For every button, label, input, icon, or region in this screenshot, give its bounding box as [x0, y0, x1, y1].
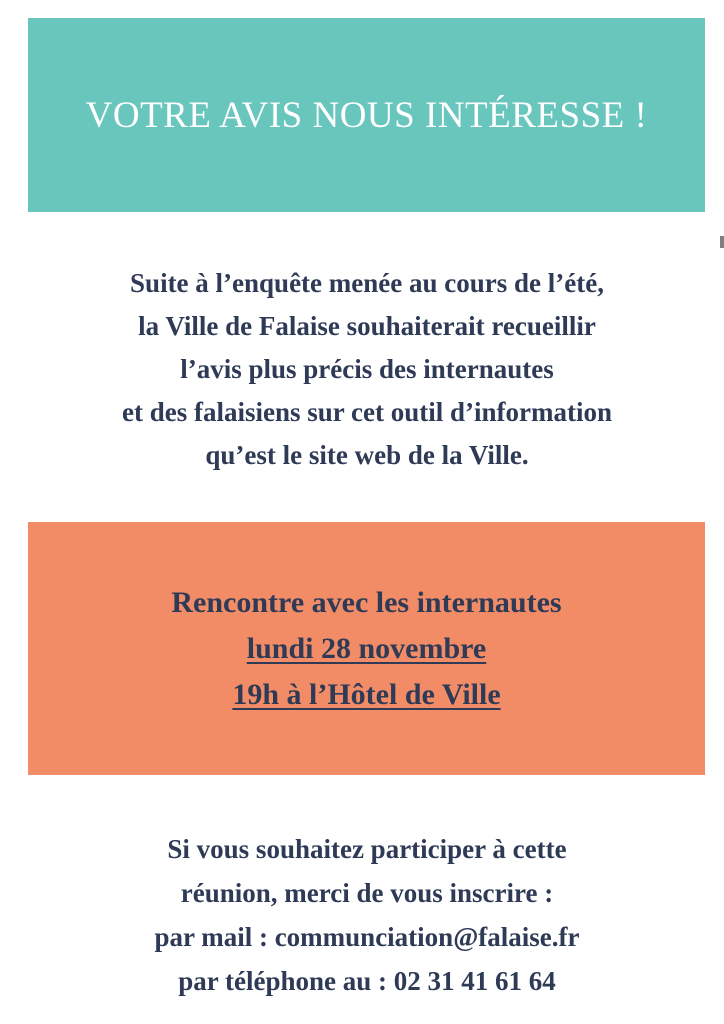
meeting-date: lundi 28 novembre [246, 631, 487, 665]
contact-email[interactable]: par mail : communciation@falaise.fr [154, 922, 580, 952]
intro-line: la Ville de Falaise souhaiterait recueillir [138, 311, 596, 341]
header-banner [28, 18, 705, 212]
meeting-time-place: 19h à l’Hôtel de Ville [232, 677, 501, 711]
intro-paragraph [30, 262, 704, 477]
contact-info [30, 827, 704, 1003]
contact-line: Si vous souhaitez participer à cette [167, 834, 567, 864]
contact-line: réunion, merci de vous inscrire : [180, 878, 554, 908]
intro-line: l’avis plus précis des internautes [180, 354, 554, 384]
meeting-banner [28, 522, 705, 775]
page-title: VOTRE AVIS NOUS INTÉRESSE ! [85, 94, 648, 136]
intro-line: Suite à l’enquête menée au cours de l’été, [130, 268, 604, 298]
meeting-title: Rencontre avec les internautes [171, 585, 562, 619]
intro-line: et des falaisiens sur cet outil d’information [122, 397, 612, 427]
contact-phone[interactable]: par téléphone au : 02 31 41 61 64 [178, 966, 556, 996]
intro-line: qu’est le site web de la Ville. [205, 440, 529, 470]
edge-mark [720, 236, 724, 248]
